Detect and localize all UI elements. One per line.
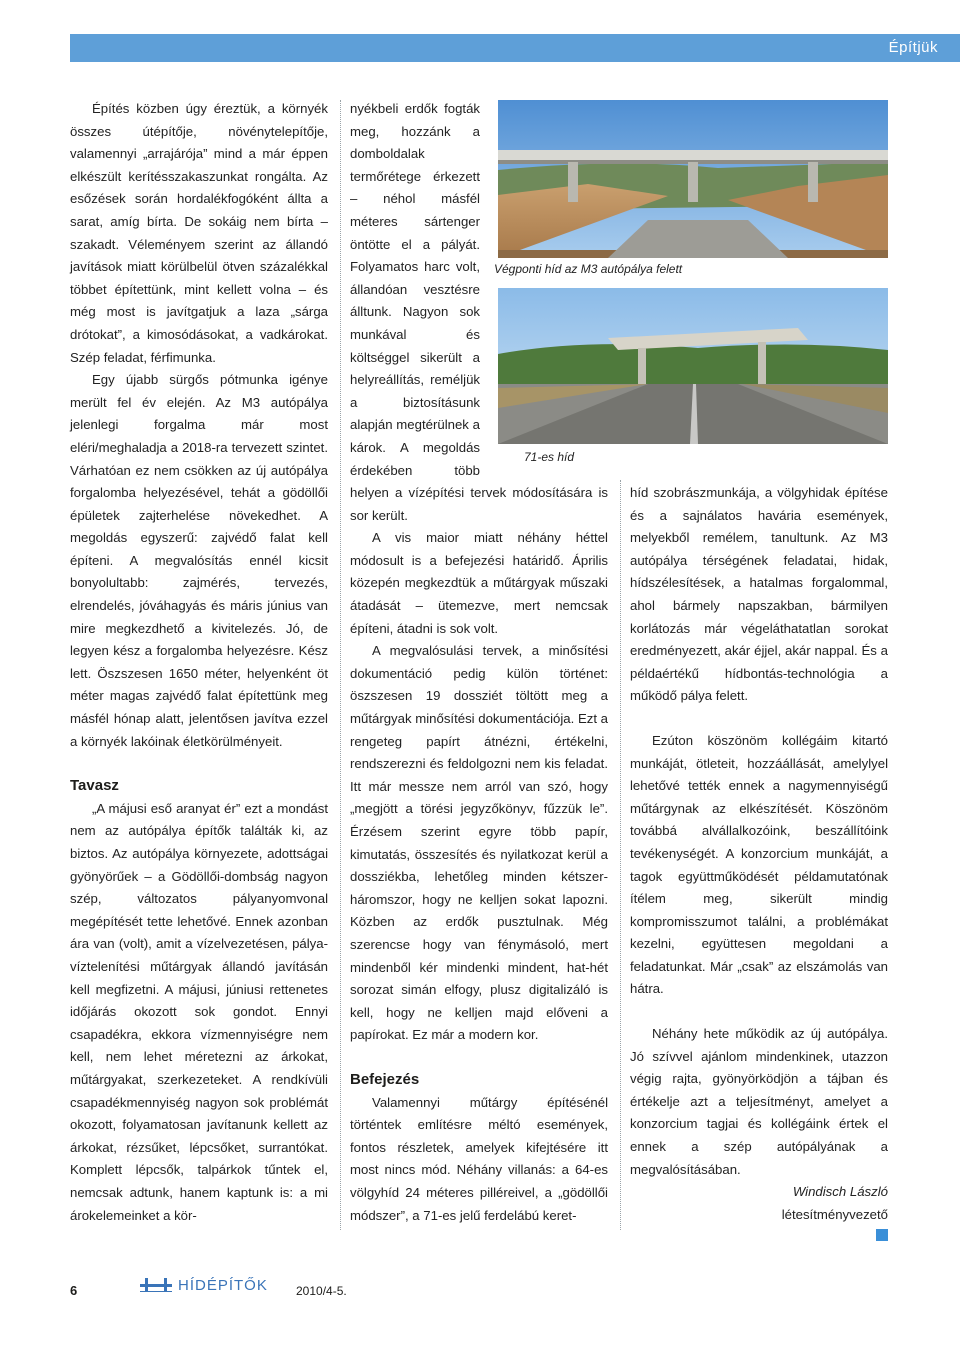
col2-paragraph-2: A vis maior miatt néhány héttel módosult is a befejezési határidő. Április közepén megkezdtük a műtárgyak műszaki átadását – ütemezve, mert nemcsak építeni, átadni is sok volt. <box>350 530 608 636</box>
page-number: 6 <box>70 1283 78 1298</box>
column-3 <box>630 482 888 1249</box>
heading-tavasz: Tavasz <box>70 777 119 795</box>
section-header-bar <box>70 34 960 62</box>
photo-caption-1: Végponti híd az M3 autópálya felett <box>494 262 683 276</box>
section-label: Építjük <box>888 39 938 56</box>
col1-paragraph-3: „A májusi eső aranyat ér” ezt a mondást nem az autópálya építők találták ki, az biztos. Az autópálya környezete, adottságai gyönyörűek – a Gödöllői-dombság nagyon szép, változatos pályanyomvonal megépítését tette lehetővé. Ennek azonban ára van (volt), amit a vízelvezetésen, pálya-víztelenítési műtárgyak állandó javításán kell megfizetni. A májusi, júniusi rettenetes időjárás okozott sok gondot. Ennyi csapadékra, ekkora vízmennyiségre nem kell, nem lehet méretezni az árkokat, műtárgyakat, szerkezeteket. A rendkívüli csapadékmennyiség nagyon sok problémát okozott, folyamatosan javítanunk kellett az árkokat, rézsűket, lépcsőket, surrantókat. Komplett lépcsők, talpárkok tűntek el, nemcsak adtunk, hanem kaptunk is: a mi árokelemeinket a kör- <box>70 800 328 1223</box>
brand-name: HÍDÉPÍTŐK <box>178 1276 268 1294</box>
column-1 <box>70 98 328 1227</box>
photo-float-spacer <box>480 98 608 482</box>
bridge-logo-icon <box>140 1276 172 1294</box>
author-role: létesítményvezető <box>781 1206 888 1222</box>
col3-paragraph-1: híd szobrászmunkája, a völgyhidak építése és a sajnálatos havária események, melyekből remélem, tanultunk. Az M3 autópálya térségének feladatai, hidak, hídszélesítések, a hatalmas forgalommal, ahol bármely napszakban, bármilyen korlátozás már végeláthatatlan sorokat eredményezett, akár éjjel, akár nappal. És a példaértékű hídbontás-technológia a működő pálya felett. <box>630 485 888 704</box>
col2-paragraph-4: Valamennyi műtárgy építésénél történtek említésre méltó események, fontos részletek, amelyek kifejtésére itt most nincs mód. Néhány villanás: a 64-es völgyhíd 24 méteres pilléreivel, a „gödöllői módszer”, a 71-es jelű ferdelábú keret- <box>350 1094 608 1223</box>
heading-befejezes: Befejezés <box>350 1070 420 1088</box>
column-divider-1 <box>340 100 341 1230</box>
column-2 <box>350 98 608 1227</box>
author-name: Windisch László <box>792 1184 888 1200</box>
end-mark-icon <box>876 1229 888 1241</box>
col1-paragraph-1: Építés közben úgy éreztük, a környék összes útépítője, növénytelepítője, valamennyi „arrajárója” mind a már éppen elkészült kerítésszakaszunkat rongálta. Az esőzések során hordalékfogóként állta a sarat, amíg bírta. De sokáig nem bírta – szakadt. Véleményem szerint az állandó javítások miatt körülbelül ötven százalékkal többet építettünk, mint kellett volna – és még most is javítgatjuk a laza „sárga drótokat”, a kimosódásokat, a vadkárokat. Szép feladat, férfimunka. <box>70 101 328 365</box>
col1-paragraph-2: Egy újabb sürgős pótmunka igénye merült fel év elején. Az M3 autópálya jelenlegi forgalma már most eléri/meghaladja a 2018-ra tervezett szintet. Várhatóan ez nem csökken az új autópálya forgalomba helyezésével, tehát a gödöllői épületek zajterhelése növekedhet. A megoldás egyszerű: zajvédő falat kell építeni. A megvalósítás ennél kicsit bonyolultabb: zajmérés, tervezés, elrendelés, jóváhagyás és máris június van mire megkezdhető a kivitelezés. Jó, de legyen kész a forgalomba helyezésre. Kész lett. Öszszesen 1650 méter, helyenként öt méter magas zajvédő falat építettünk meg másfél hónap alatt, jelentősen javítva ezzel a környék lakóinak életkörülményeit. <box>70 372 328 749</box>
issue-number: 2010/4-5. <box>296 1284 347 1298</box>
col3-paragraph-2: Ezúton köszönöm kollégáim kitartó munkáját, ötleteit, hozzáállását, amelylyel lehetővé tették ennek a nagymennyiségű műtárgynak az elkészítését. Köszönöm továbbá alvállalkozóink, beszállítóink tevékenységét. A konzorcium munkáját, a tagok együttműködését példamutatónak ítélem meg, sikerült mindig kompromisszumot találni, a problémákat kezelni, együttesen megoldani a feladatunkat. Már „csak” az elszámolás van hátra. <box>630 732 888 997</box>
col2-paragraph-3: A megvalósulási tervek, a minősítési dokumentáció pedig külön történet: öszszesen 19 dossziét töltött meg a műtárgyak minősítési dokumentációja. Ezt a rengeteg papírt átnézni, értékelni, rendszerezni és feldolgozni nem kis feladat. Itt már messze nem arról van szó, hogy „megjött a törési jegyzőkönyv, fűzzük le”. Érzésem szerint egyre több papír, kimutatás, összesítés és nyilatkozat kerül a dossziékba, lehetőleg minden kétszer-háromszor, hogy ne kelljen sokat lapozni. Közben az erdők pusztulnak. Még szerencse hogy van fénymásoló, mert mindenből kér mindenki mindent, hat-hét sorozat simán elfogy, plusz digitalizáló is kell, hogy ne kelljen majd előveni a papírokat. Ez már a modern kor. <box>350 643 609 1043</box>
column-divider-2 <box>620 480 621 1230</box>
col3-paragraph-3: Néhány hete működik az új autópálya. Jó szívvel ajánlom mindenkinek, utazzon végig rajta, gyönyörködjön a tájban és értékelje azt a teljesítményt, amelyet a konzorcium tagjai és kollégáink értek el ennek a szép autópályának a megvalósításában. <box>630 1026 888 1177</box>
col2-paragraph-1: nyékbeli erdők fogták meg, hozzánk a domboldalak termőrétege érkezett – néhol másfél méteres sártenger öntötte el a pályát. Folyamatos harc volt, állandóan vesztésre álltunk. Nagyon sok munkával és költséggel sikerült a helyreállítás, reméljük a biztosításunk alapján megtérülnek a károk. A megoldás érdekében több helyen a vízépítési tervek módosítására is sor került. <box>350 101 608 523</box>
brand-logo <box>140 1276 268 1294</box>
photo-caption-2: 71-es híd <box>524 450 575 464</box>
